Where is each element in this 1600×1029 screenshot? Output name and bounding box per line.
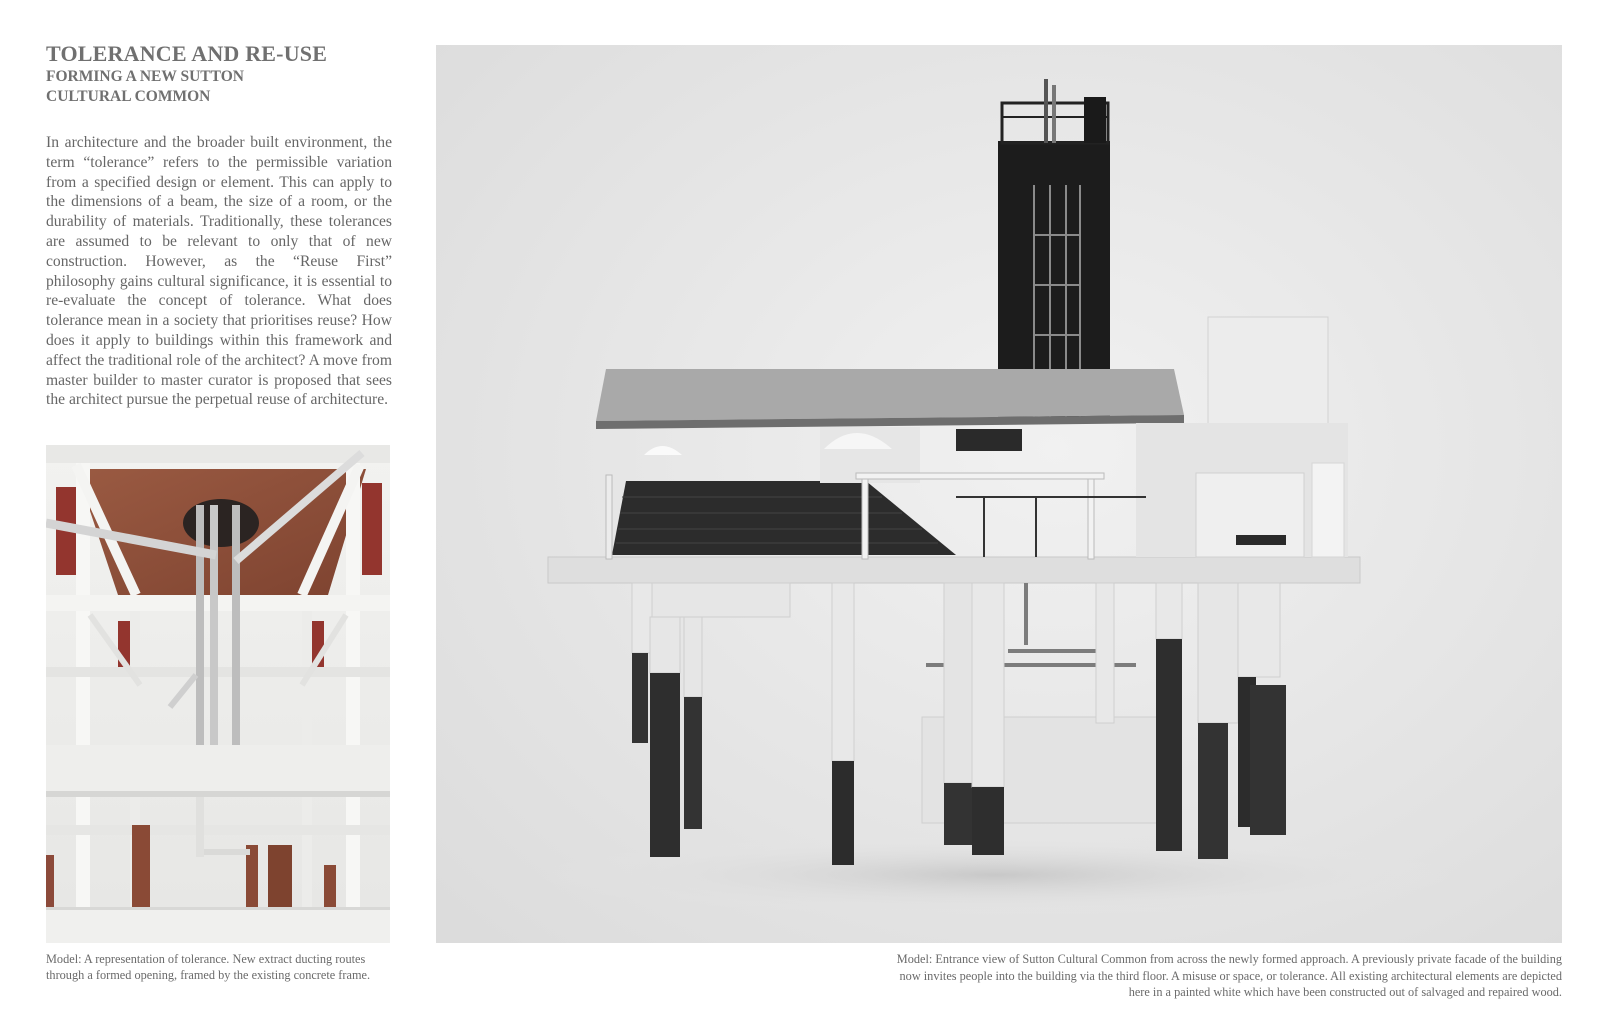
subtitle-line-2: CULTURAL COMMON: [46, 88, 211, 105]
caption-left: Model: A representation of tolerance. New extract ducting routes through a formed opening, framed by the existing concrete frame.: [46, 952, 371, 982]
model-entrance-illustration: [436, 45, 1562, 943]
model-interior-illustration: [46, 445, 390, 943]
body-paragraph: In architecture and the broader built environment, the term “tolerance” refers to the permissible variation from a specified design or element. This can apply to the dimensions of a beam, the size of a room, or the durability of materials. Traditionally, these tolerances are assumed to be relevant to only that of new construction. However, as the “Reuse First” philosophy gains cultural significance, it is essential to re-evaluate the concept of tolerance. What does tolerance mean in a society that prioritises reuse? How does it apply to buildings within this framework and affect the traditional role of the architect? A move from master builder to master curator is proposed that sees the architect pursue the perpetual reuse of architecture.: [46, 134, 392, 409]
model-interior-photo: [46, 445, 390, 943]
page-subtitle: [46, 67, 386, 107]
subtitle-line-1: FORMING A NEW SUTTON: [46, 68, 244, 85]
model-entrance-photo: [436, 45, 1562, 943]
caption-right: Model: Entrance view of Sutton Cultural Common from across the newly formed approach. A previously private facade of the building now invites people into the building via the third floor. A misuse or space, or tolerance. All existing architectural elements are depicted here in a painted white which have been constructed out of salvaged and repaired wood.: [896, 952, 1562, 999]
page-title: TOLERANCE AND RE-USE: [46, 41, 328, 66]
